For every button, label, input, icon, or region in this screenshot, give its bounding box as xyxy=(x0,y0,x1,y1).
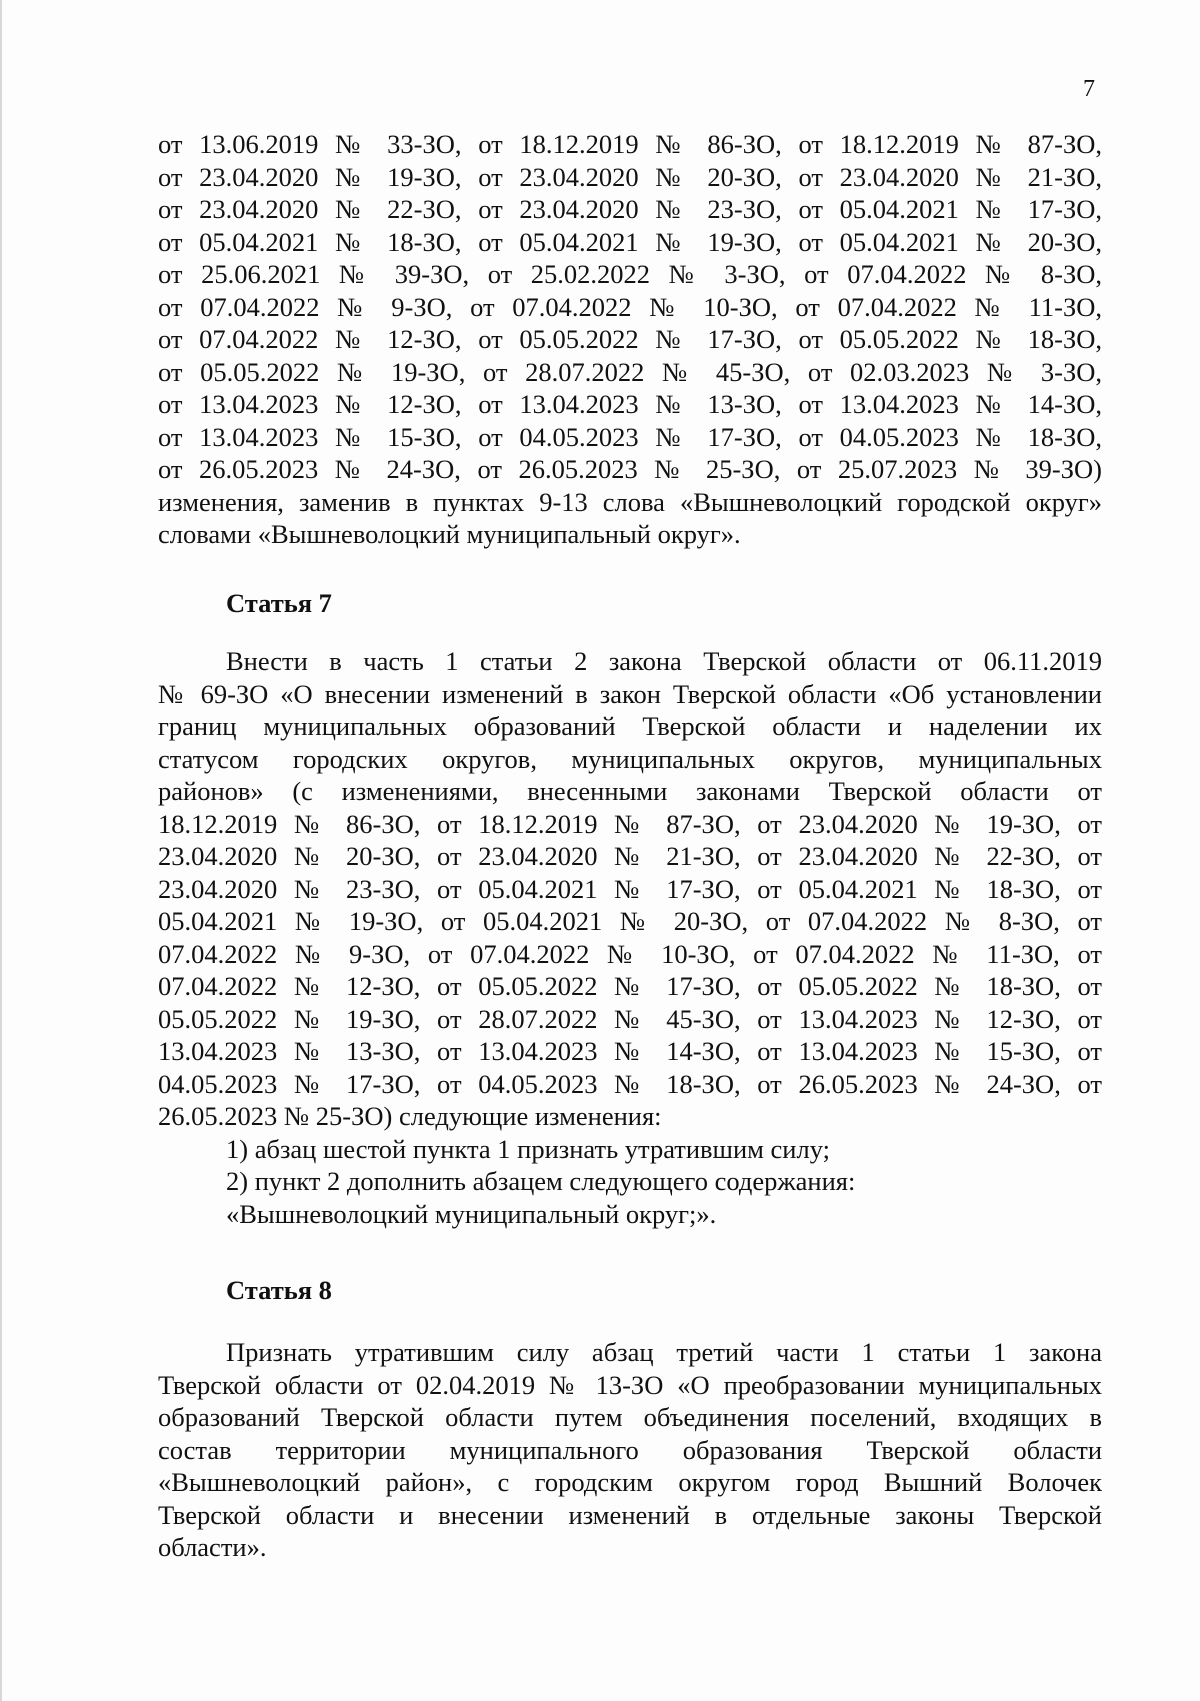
list-item: «Вышневолоцкий муниципальный округ;». xyxy=(226,1198,717,1229)
text-line: Внести в часть 1 статьи 2 закона Тверской области от 06.11.2019 xyxy=(226,646,1102,676)
text-line: районов» (с изменениями, внесенными законами Тверской области от xyxy=(158,776,1102,806)
page-number: 7 xyxy=(1083,76,1095,102)
text-line: 23.04.2020 № 20-ЗО, от 23.04.2020 № 21-ЗО, от 23.04.2020 № 22-ЗО, от xyxy=(158,841,1102,871)
text-line: состав территории муниципального образования Тверской области xyxy=(158,1434,1102,1465)
text-line: области». xyxy=(158,1532,267,1562)
text-line: 05.05.2022 № 19-ЗО, от 28.07.2022 № 45-ЗО, от 13.04.2023 № 12-ЗО, от xyxy=(158,1003,1102,1034)
text-line: № 69-ЗО «О внесении изменений в закон Тверской области «Об установлении xyxy=(158,678,1102,709)
text-line: границ муниципальных образований Тверской области и наделении их xyxy=(158,711,1102,741)
list-item: 1) абзац шестой пункта 1 признать утратившим силу; xyxy=(226,1133,830,1164)
text-line: 13.04.2023 № 13-ЗО, от 13.04.2023 № 14-ЗО, от 13.04.2023 № 15-ЗО, от xyxy=(158,1036,1102,1066)
text-line: от 25.06.2021 № 39-ЗО, от 25.02.2022 № 3-ЗО, от 07.04.2022 № 8-ЗО, xyxy=(158,259,1102,289)
text-line: словами «Вышневолоцкий муниципальный округ». xyxy=(158,519,741,549)
text-line: 07.04.2022 № 12-ЗО, от 05.05.2022 № 17-ЗО, от 05.05.2022 № 18-ЗО, от xyxy=(158,971,1102,1001)
text-line: изменения, заменив в пунктах 9-13 слова «Вышневолоцкий городской округ» xyxy=(158,486,1102,517)
list-item: 2) пункт 2 дополнить абзацем следующего содержания: xyxy=(226,1166,856,1196)
text-line: 23.04.2020 № 23-ЗО, от 05.04.2021 № 17-ЗО, от 05.04.2021 № 18-ЗО, от xyxy=(158,873,1102,904)
text-line: от 13.06.2019 № 33-ЗО, от 18.12.2019 № 86-ЗО, от 18.12.2019 № 87-ЗО, xyxy=(158,129,1102,159)
article-8-body xyxy=(158,1336,1102,1564)
text-line: от 23.04.2020 № 22-ЗО, от 23.04.2020 № 23-ЗО, от 05.04.2021 № 17-ЗО, xyxy=(158,194,1102,224)
text-line: 05.04.2021 № 19-ЗО, от 05.04.2021 № 20-ЗО, от 07.04.2022 № 8-ЗО, от xyxy=(158,906,1102,936)
article-7-heading: Статья 7 xyxy=(226,588,332,618)
text-line: от 13.04.2023 № 15-ЗО, от 04.05.2023 № 17-ЗО, от 04.05.2023 № 18-ЗО, xyxy=(158,421,1102,452)
text-line: 18.12.2019 № 86-ЗО, от 18.12.2019 № 87-ЗО, от 23.04.2020 № 19-ЗО, от xyxy=(158,808,1102,839)
text-line: 26.05.2023 № 25-ЗО) следующие изменения: xyxy=(158,1101,662,1131)
text-line: от 23.04.2020 № 19-ЗО, от 23.04.2020 № 20-ЗО, от 23.04.2020 № 21-ЗО, xyxy=(158,161,1102,192)
continuation-paragraph xyxy=(158,128,1102,551)
text-line: от 05.05.2022 № 19-ЗО, от 28.07.2022 № 45-ЗО, от 02.03.2023 № 3-ЗО, xyxy=(158,356,1102,387)
text-line: статусом городских округов, муниципальных округов, муниципальных xyxy=(158,743,1102,774)
text-line: образований Тверской области путем объединения поселений, входящих в xyxy=(158,1402,1102,1432)
article-7-body xyxy=(158,645,1102,1230)
text-line: «Вышневолоцкий район», с городским округом город Вышний Волочек xyxy=(158,1467,1102,1497)
article-8-heading: Статья 8 xyxy=(226,1275,332,1305)
text-line: Тверской области от 02.04.2019 № 13-ЗО «О преобразовании муниципальных xyxy=(158,1369,1102,1400)
text-line: от 07.04.2022 № 12-ЗО, от 05.05.2022 № 17-ЗО, от 05.05.2022 № 18-ЗО, xyxy=(158,324,1102,354)
text-line: от 05.04.2021 № 18-ЗО, от 05.04.2021 № 19-ЗО, от 05.04.2021 № 20-ЗО, xyxy=(158,226,1102,257)
text-line: Тверской области и внесении изменений в отдельные законы Тверской xyxy=(158,1499,1102,1530)
text-line: от 07.04.2022 № 9-ЗО, от 07.04.2022 № 10-ЗО, от 07.04.2022 № 11-ЗО, xyxy=(158,291,1102,322)
text-line: Признать утратившим силу абзац третий части 1 статьи 1 закона xyxy=(226,1337,1102,1367)
text-line: от 26.05.2023 № 24-ЗО, от 26.05.2023 № 25-ЗО, от 25.07.2023 № 39-ЗО) xyxy=(158,454,1102,484)
text-line: от 13.04.2023 № 12-ЗО, от 13.04.2023 № 13-ЗО, от 13.04.2023 № 14-ЗО, xyxy=(158,389,1102,419)
text-line: 04.05.2023 № 17-ЗО, от 04.05.2023 № 18-ЗО, от 26.05.2023 № 24-ЗО, от xyxy=(158,1068,1102,1099)
text-line: 07.04.2022 № 9-ЗО, от 07.04.2022 № 10-ЗО, от 07.04.2022 № 11-ЗО, от xyxy=(158,938,1102,969)
